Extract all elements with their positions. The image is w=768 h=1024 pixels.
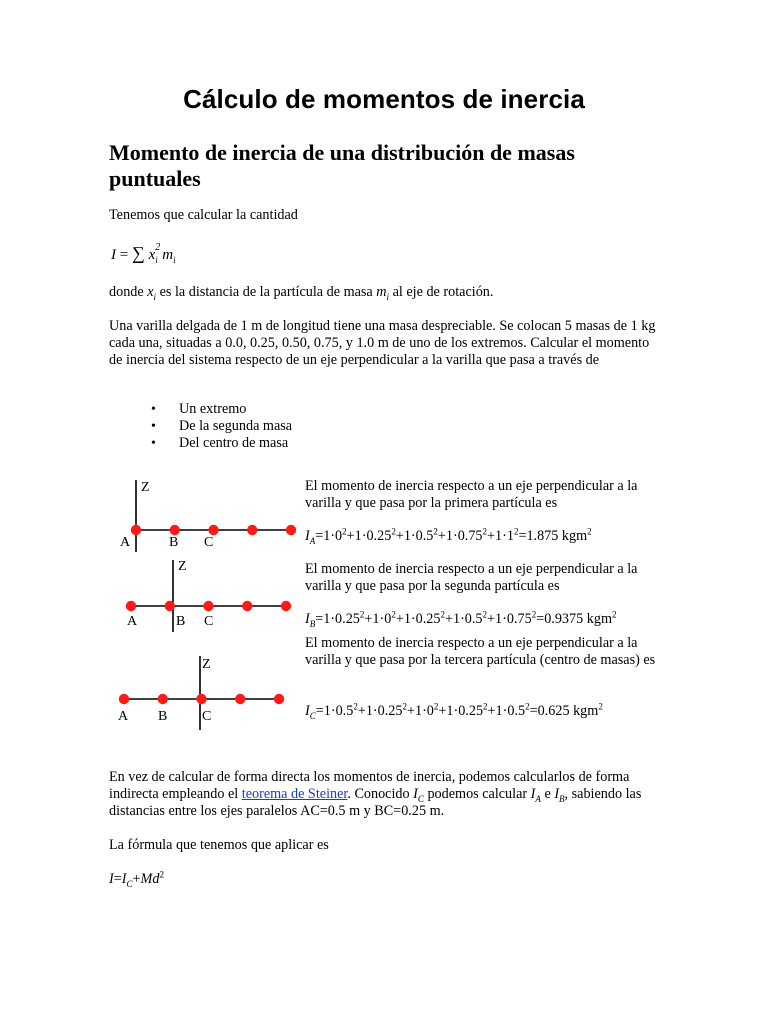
case-a-text: El momento de inercia respecto a un eje perpendicular a la varilla y que pasa por la primera partícula es [305,478,638,511]
donde-text: donde $x_i$ es la distancia de la partícula de masa $m_i$ al eje de rotación. [109,284,494,302]
formula-term-power: 2 [482,609,488,620]
formula-m: m [162,247,174,263]
case-c-text: El momento de inercia respecto a un eje perpendicular a la varilla y que pasa por la tercera partícula (centro de masas) es [305,635,656,668]
formula-term: =1·0.25 [315,611,360,627]
point-mass [235,694,245,704]
formula-equals: = [119,247,129,263]
point-mass [126,601,136,611]
axis-label-z: Z [202,657,211,672]
formula-term-power: 2 [525,701,530,712]
problem-text: Una varilla delgada de 1 m de longitud tiene una masa despreciable. Se colocan 5 masas de 1 kg cada una, situadas a 0.0, 0.25, 0.50, 0.75, y 1.0 m de uno de los extremos. Calcular el momento de inercia del sistema respecto de un eje perpendicular a la varilla que pasa a través de [109,318,656,368]
list-item: • De la segunda masa [151,418,292,435]
formula-term: +1·0.75 [487,611,532,627]
list-item: • Del centro de masa [151,435,292,452]
case-c-terms [316,703,530,719]
point-mass [158,694,168,704]
formula-term-power: 2 [342,526,347,537]
section-heading: Momento de inercia de una distribución de masas puntuales [109,140,575,191]
point-mass [281,601,291,611]
point-label: C [204,614,214,629]
formula-term-power: 2 [531,609,537,620]
point-label: C [204,535,214,550]
formula-term: +1·0.25 [346,528,392,544]
case-b-formula: $I_B=1\cdot 0.25^2+1\cdot 0^2+1\cdot 0.25^2+1\cdot 0.5^2+1\cdot 0.75^2=0.9375$ kgm$^2$ [305,609,617,629]
case-a-formula: $I_A=1\cdot 0^2+1\cdot 0.25^2+1\cdot 0.5^2+1\cdot 0.75^2+1\cdot 1^2=1.875$ kgm$^2$ [305,526,592,546]
diagram-axis-a [120,480,296,552]
formula-term-power: 2 [433,526,438,537]
point-mass [242,601,252,611]
formula-m-sub: i [173,255,176,265]
point-mass [247,525,257,535]
formula-term: +1·0.25 [395,611,441,627]
point-label: A [120,535,131,550]
point-label: A [118,709,129,724]
list-item: • Un extremo [151,401,292,418]
main-formula: I = ∑ x 2 i $m_i$ [111,242,176,265]
formula-term-power: 2 [440,609,445,620]
point-mass [165,601,175,611]
point-mass [274,694,284,704]
case-b-terms [315,611,536,627]
case-a-result: =1.875 kgm [518,528,588,544]
point-mass [203,601,213,611]
point-mass [286,525,296,535]
axis-label-z: Z [178,559,187,574]
formula-term: +1·0.5 [395,528,434,544]
formula-term: +1·0.25 [357,703,403,719]
point-mass [131,525,141,535]
formula-term: =1·0.5 [315,703,354,719]
case-b-text: El momento de inercia respecto a un eje perpendicular a la varilla y que pasa por la segunda partícula es [305,561,638,594]
formula-term: =1·0 [315,528,343,544]
formula-term-power: 2 [391,609,396,620]
case-b-result: =0.9375 kgm [536,611,612,627]
formula-lhs: I [111,247,116,263]
point-label: B [169,535,179,550]
point-mass [208,525,218,535]
diagram-axis-c [118,656,284,730]
sum-symbol: ∑ [131,243,145,263]
formula-term: +1·0 [406,703,434,719]
formula-term: +1·0.75 [437,528,483,544]
point-mass [119,694,129,704]
point-label: B [158,709,168,724]
formula-term-power: 2 [513,526,519,537]
case-a-terms [315,528,518,544]
axis-label-z: Z [141,480,150,495]
formula-term-power: 2 [402,701,407,712]
formula-intro: La fórmula que tenemos que aplicar es [109,837,329,853]
formula-term-power: 2 [433,701,439,712]
formula-term: +1·0.5 [444,611,483,627]
formula-term: +1·0 [364,611,392,627]
case-c-formula: $I_C=1\cdot 0.5^2+1\cdot 0.25^2+1\cdot 0^2+1\cdot 0.25^2+1\cdot 0.5^2=0.625$ kgm$^2$ [305,701,603,721]
formula-term-power: 2 [483,701,488,712]
point-mass [196,694,206,704]
formula-term: +1·0.5 [487,703,526,719]
formula-term: +1·0.25 [438,703,484,719]
point-label: A [127,614,138,629]
formula-term: +1·1 [487,528,514,544]
point-mass [170,525,180,535]
case-c-result: =0.625 kgm [529,703,599,719]
intro-text: Tenemos que calcular la cantidad [109,207,298,223]
steiner-link[interactable]: teorema de Steiner [241,786,348,802]
point-label: C [202,709,212,724]
page-title: Cálculo de momentos de inercia [183,84,585,114]
formula-term-power: 2 [482,526,488,537]
formula-term-power: 2 [353,701,358,712]
formula-term-power: 2 [391,526,396,537]
point-label: B [176,614,186,629]
steiner-paragraph: En vez de calcular de forma directa los momentos de inercia, podemos calcularlos de forma indirecta empleando el teorema de Steiner. Conocido $I_C$ podemos calcular $I_A$ e $I_B$, sabiendo las distancias entre los ejes paralelos AC=0.5 m y BC=0.25 m. [109,769,642,819]
formula-term-power: 2 [359,609,365,620]
steiner-formula: $I=I_C+Md^2$ [109,869,164,889]
diagram-axis-b [126,559,291,632]
formula-x: x [148,247,156,263]
